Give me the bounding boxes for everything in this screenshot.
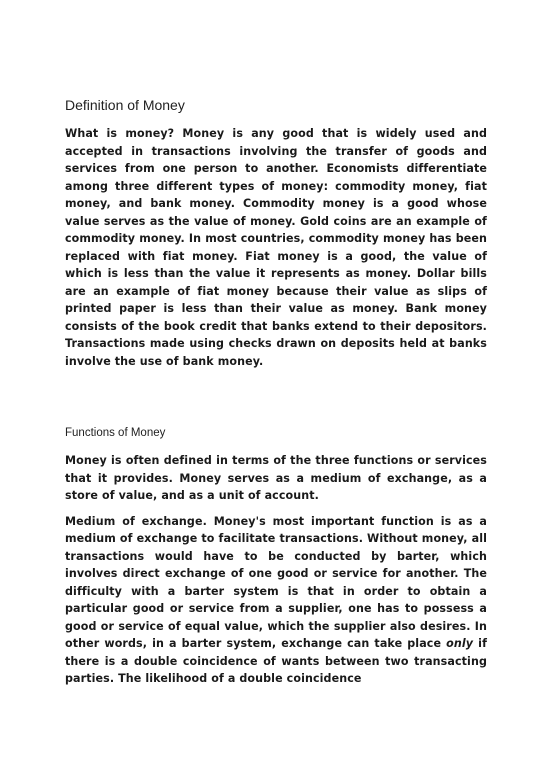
paragraph-text-end: if there is a double coincidence of wants between two transacting parties. The likelihood of a double coincidence: [65, 637, 487, 685]
document-content: [65, 97, 487, 696]
section-spacer: [65, 378, 487, 426]
medium-of-exchange-paragraph: [65, 513, 487, 688]
emphasized-word: only: [446, 637, 474, 650]
functions-intro-paragraph: Money is often defined in terms of the three functions or services that it provides. Money serves as a medium of exchange, as a store of value, and as a unit of account.: [65, 454, 487, 502]
section-heading-definition: Definition of Money: [65, 97, 185, 113]
definition-paragraph: What is money? Money is any good that is widely used and accepted in transactions involving the transfer of goods and services from one person to another. Economists differentiate among three different types of money: commodity money, fiat money, and bank money. Commodity money is a good whose value serves as the value of money. Gold coins are an example of commodity money. In most countries, commodity money has been replaced with fiat money. Fiat money is a good, the value of which is less than the value it represents as money. Dollar bills are an example of fiat money because their value as slips of printed paper is less than their value as money. Bank money consists of the book credit that banks extend to their depositors. Transactions made using checks drawn on deposits held at banks involve the use of bank money.: [65, 127, 487, 368]
section-heading-functions: Functions of Money: [65, 427, 166, 439]
paragraph-text-start: Medium of exchange. Money's most important function is as a medium of exchange to facilitate transactions. Without money, all transactions would have to be conducted by barter, which involves direct exchange of one good or service for another. The difficulty with a barter system is that in order to obtain a particular good or service from a supplier, one has to possess a good or service of equal value, which the supplier also desires. In other words, in a barter system, exchange can take place: [65, 514, 487, 650]
